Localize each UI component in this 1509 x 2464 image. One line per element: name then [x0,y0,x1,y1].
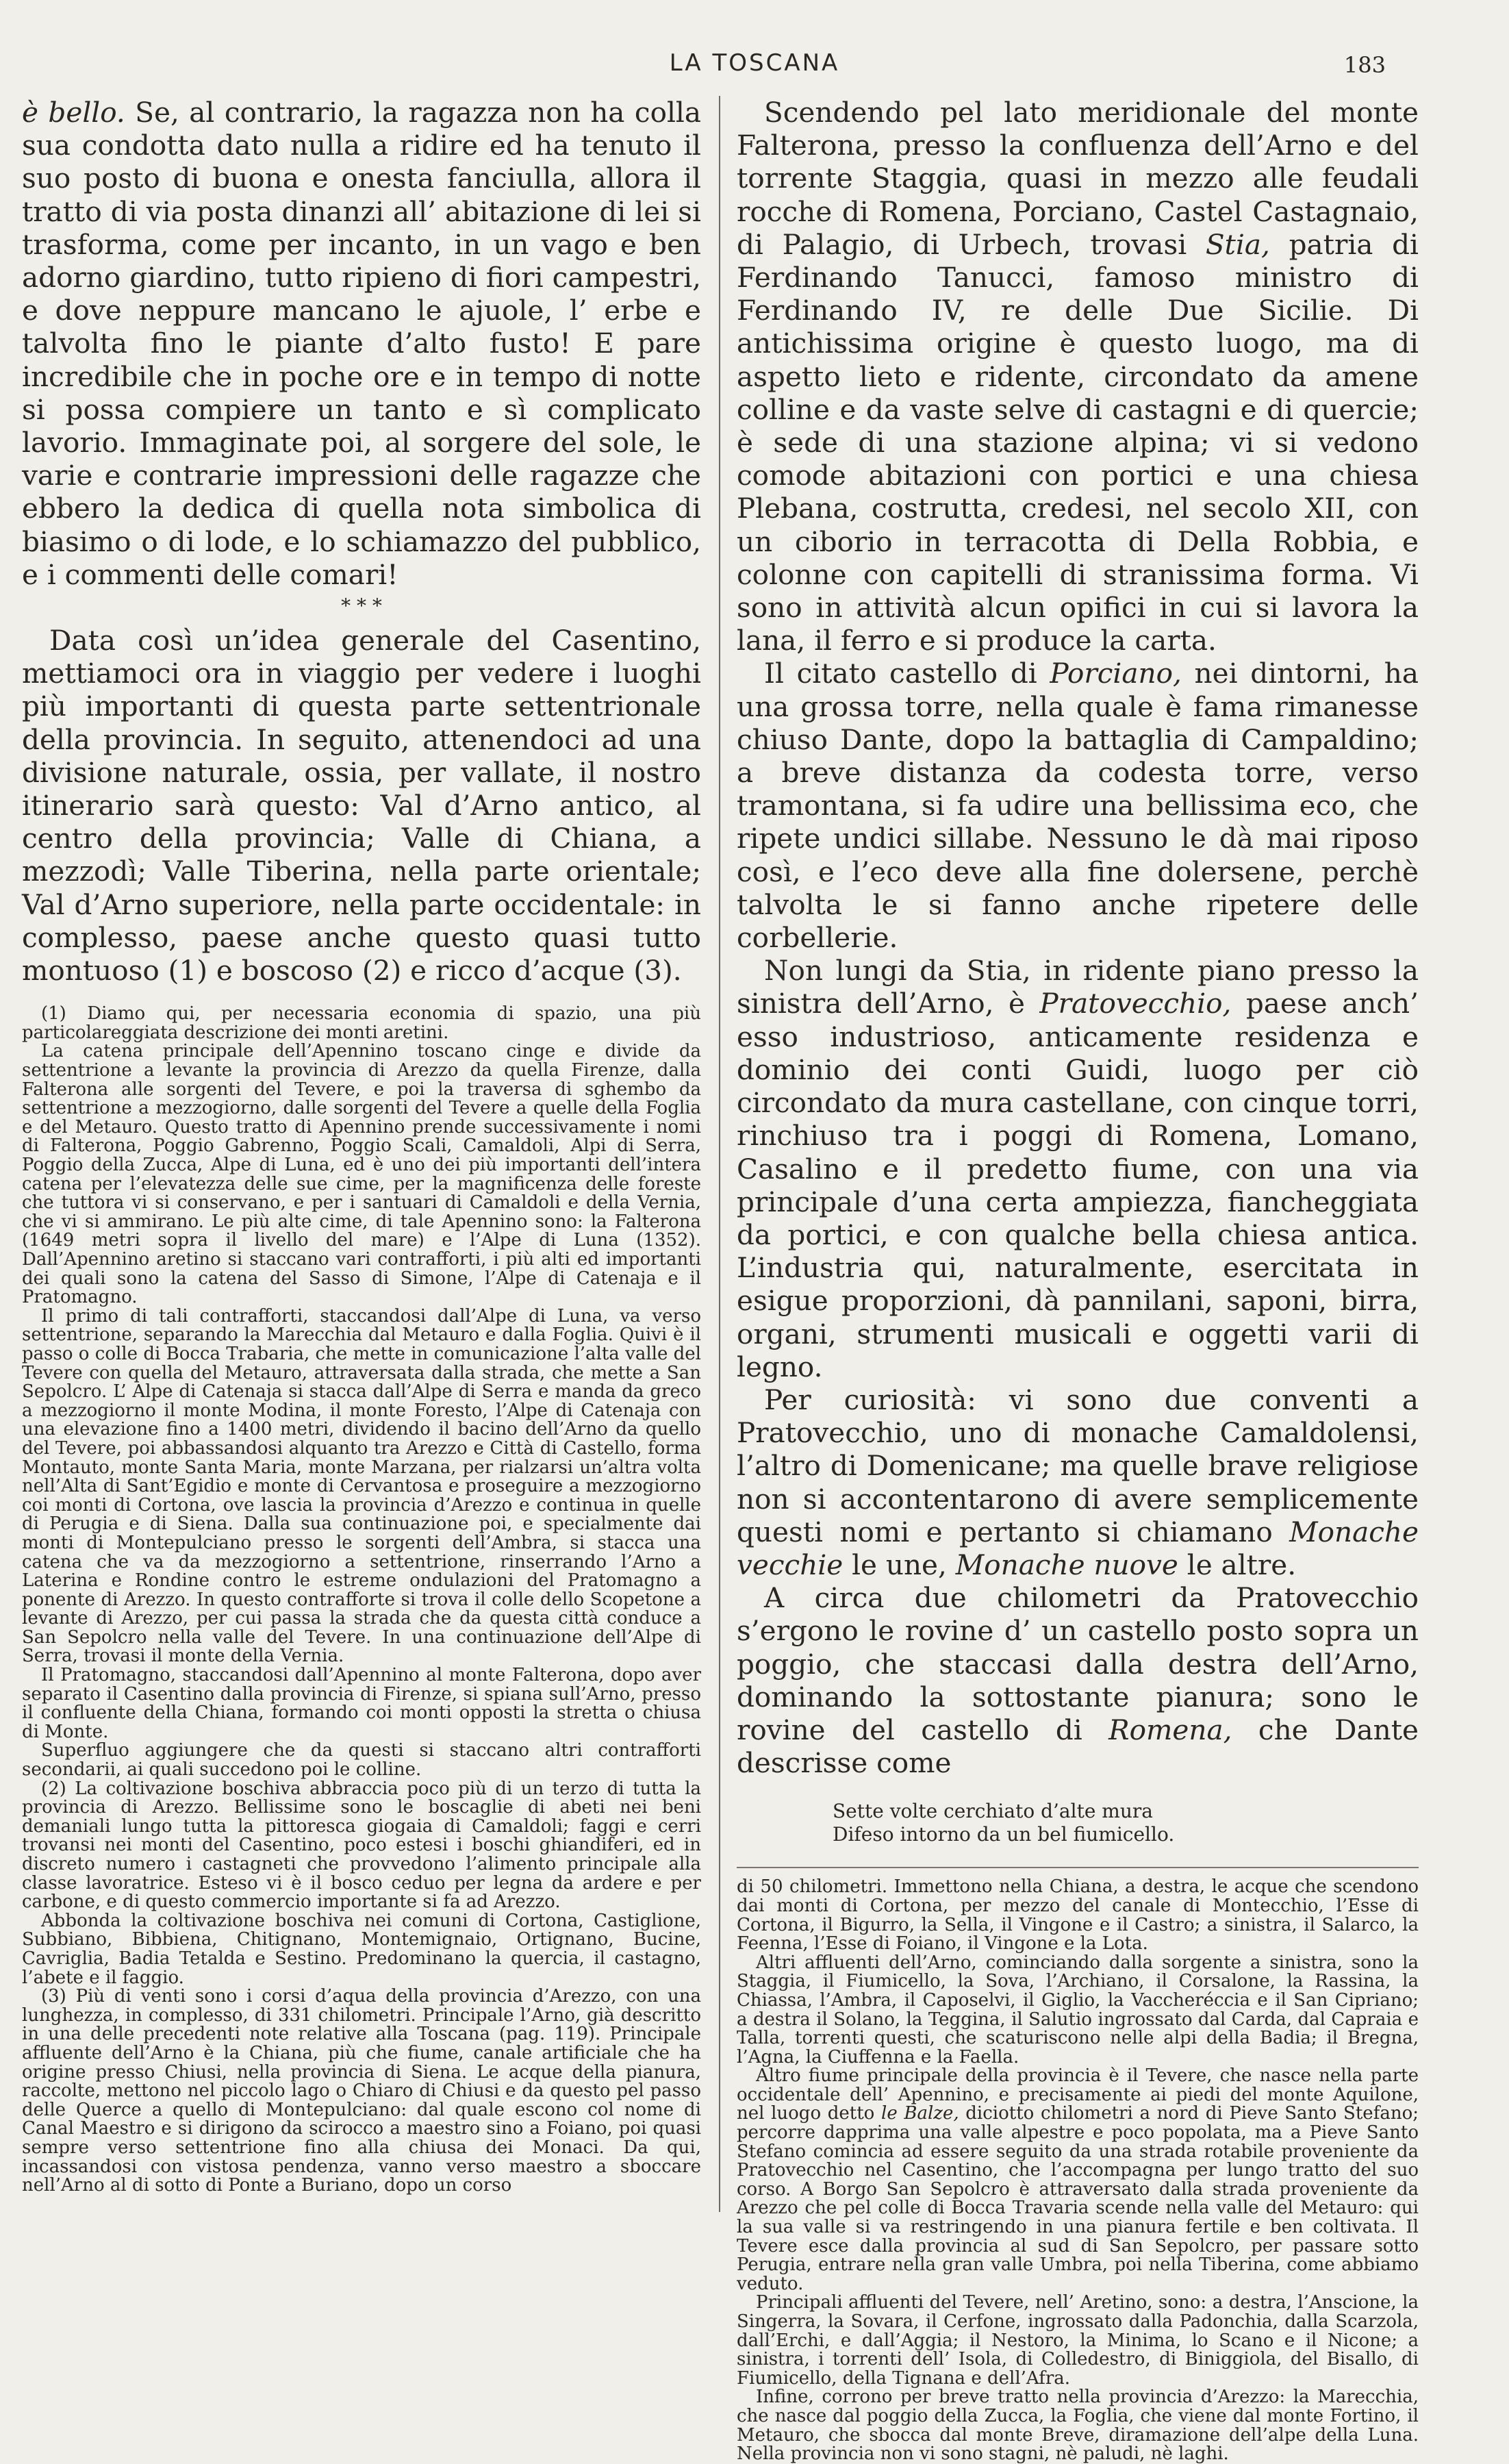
paragraph: Per curiosità: vi sono due conventi a Pratovecchio, uno di monache Camaldolensi, l’altro di Domenicane; ma quelle brave religiose non si accontentarono di avere semplicemente questi nomi e pertanto si chiamano Monache vecchie le une, Monache nuove le altre. [737,1383,1419,1581]
footnote: Altro fiume principale della provincia è il Tevere, che nasce nella parte occidentale dell’ Apennino, e precisamente ai piedi del monte Aquilone, nel luogo detto le Balze, diciotto chilometri a nord di Pieve Santo Stefano; percorre dapprima una valle alpestre e poco popolata, ma a Pieve Santo Stefano comincia ad essere seguito da una strada rotabile proveniente da Pratovecchio nel Casentino, che l’accompagna per lungo tratto del suo corso. A Borgo San Sepolcro è attraversato dalla strada proveniente da Arezzo che pel colle di Bocca Travaria scende nella valle del Metauro: qui la sua valle si va restringendo in una pianura fertile e ben coltivata. Il Tevere esce dalla provincia al sud di San Sepolcro, per passare sotto Perugia, entrare nella gran valle Umbra, poi nella Tiberina, come abbiamo veduto. [737,2065,1419,2294]
footnote: Il Pratomagno, staccandosi dall’Apennino al monte Falterona, dopo aver separato il Casentino dalla provincia di Firenze, si spiana sull’Arno, presso il confluente della Chiana, formando coi monti opposti la stretta o chiusa di Monte. [22,1665,701,1742]
paragraph: Scendendo pel lato meridionale del monte Falterona, presso la confluenza dell’Arno e del torrente Staggia, quasi in mezzo alle feudali rocche di Romena, Porciano, Castel Castagnaio, di Palagio, di Urbech, trovasi Stia, patria di Ferdinando Tanucci, famoso ministro di Ferdinando IV, re delle Due Sicilie. Di antichissima origine è questo luogo, ma di aspetto lieto e ridente, circondato da amene colline e da vaste selve di castagni e di quercie; è sede di una stazione alpina; vi si vedono comode abitazioni con portici e una chiesa Plebana, costrutta, credesi, nel secolo XII, con un ciborio in terracotta di Della Robbia, e colonne con capitelli di stranissima forma. Vi sono in attività alcun opifici in cui si lavora la lana, il ferro e si produce la carta. [737,96,1419,657]
running-header [0,49,1509,84]
footnote: di 50 chilometri. Immettono nella Chiana, a destra, le acque che scendono dai monti di Cortona, per mezzo del canale di Montecchio, l’Esse di Cortona, il Bigurro, la Sella, il Vingone e il Castro; a sinistra, il Salarco, la Feenna, l’Esse di Foiano, il Vingone e la Lota. [737,1876,1419,1954]
paragraph: A circa due chilometri da Pratovecchio s’ergono le rovine d’ un castello posto sopra un poggio, che staccasi dalla destra dell’Arno, dominando la sottostante pianura; sono le rovine del castello di Romena, che Dante descrisse come [737,1581,1419,1780]
paragraph: è bello. Se, al contrario, la ragazza non ha colla sua condotta dato nulla a ridire ed ha tenuto il suo posto di buona e onesta fanciulla, allora il tratto di via posta dinanzi all’ abitazione di lei si trasforma, come per incanto, in un vago e ben adorno giardino, tutto ripieno di fiori campestri, e dove neppure mancano le ajuole, l’ erbe e talvolta fino le piante d’alto fusto! E pare incredibile che in poche ore e in tempo di notte si possa compiere un tanto e sì complicato lavorio. Immaginate poi, al sorgere del sole, le varie e contrarie impressioni delle ragazze che ebbero la dedica di quella nota simbolica di biasimo o di lode, e lo schiamazzo del pubblico, e i commenti delle comari! [22,96,702,591]
footnote: (2) La coltivazione boschiva abbraccia poco più di un terzo di tutta la provincia di Arezzo. Bellissime sono le boscaglie di abeti nei beni demaniali lungo tutta la pittoresca giogaia di Camaldoli; faggi e cerri trovansi nei monti del Casentino, poco estesi i boschi ghiandiferi, ed in discreto numero i castagneti che provvedono l’alimento principale alla classe lavoratrice. Esteso vi è il bosco ceduo per legna da ardere e per carbone, e di questo commercio importante si fa ad Arezzo. [22,1778,701,1913]
footnote: Infine, corrono per breve tratto nella provincia d’Arezzo: la Marecchia, che nasce dal poggio della Zucca, la Foglia, che viene dal monte Fortino, il Metauro, che sbocca dal monte Breve, diramazione dell’alpe della Luna. Nella provincia non vi sono stagni, nè paludi, nè laghi. [737,2387,1419,2464]
left-column [22,96,701,2196]
footnotes-right [737,1878,1419,2463]
footnote: Il primo di tali contrafforti, staccandosi dall’Alpe di Luna, va verso settentrione, separando la Marecchia dal Metauro e dalla Foglia. Quivi è il passo o colle di Bocca Trabaria, che mette in comunicazione l’alta valle del Tevere con quella del Metauro, attraversata dalla strada, che mette a San Sepolcro. L’ Alpe di Catenaja si stacca dall’Alpe di Serra e manda da greco a mezzogiorno il monte Modina, il monte Foresto, l’Alpe di Catenaja con una elevazione fino a 1400 metri, dividendo il bacino dell’Arno da quello del Tevere, poi abbassandosi alquanto tra Arezzo e Città di Castello, forma Montauto, monte Santa Maria, monte Marzana, per rialzarsi un’altra volta nell’Alta di Sant’Egidio e monte di Cervantosa e proseguire a mezzogiorno coi monti di Cortona, ove lascia la provincia d’Arezzo e continua in quelle di Perugia e di Siena. Dalla sua continuazione poi, e specialmente dai monti di Montepulciano presso le sorgenti dell’Ambra, si stacca una catena che va da mezzogiorno a settentrione, rinserrando l’Arno a Laterina e Rondine contro le estreme ondulazioni del Pratomagno a ponente di Arezzo. In questo contrafforte si trova il colle dello Scopetone a levante di Arezzo, per cui passa la strada che da questa città conduce a San Sepolcro nella valle del Tevere. In una continuazione dell’Alpe di Serra, trovasi il monte della Vernia. [22,1305,701,1667]
page-number: 183 [1343,52,1386,78]
right-column [737,96,1419,2464]
footnote: (3) Più di venti sono i corsi d’aqua della provincia d’Arezzo, con una lunghezza, in complesso, di 331 chilometri. Principale l’Arno, già descritto in una delle precedenti note relative alla Toscana (pag. 119). Principale affluente dell’Arno è la Chiana, più che fiume, canale artificiale che ha origine presso Chiusi, nella provincia di Siena. Le acque della pianura, raccolte, mettono nel piccolo lago o Chiaro di Chiusi e da questo pel passo delle Querce a quello di Montepulciano: dal quale escono col nome di Canal Maestro e si dirigono da scirocco a maestro sino a Foiano, poi quasi sempre verso settentrione fino alla chiusa dei Monaci. Da qui, incassandosi con vistosa pendenza, vanno verso maestro a sboccare nell’Arno al di sotto di Ponte a Buriano, dopo un corso [22,1986,701,2196]
paragraph: Il citato castello di Porciano, nei dintorni, ha una grossa torre, nella quale è fama rimanesse chiuso Dante, dopo la battaglia di Campaldino; a breve distanza da codesta torre, verso tramontana, si fa udire una bellissima eco, che ripete undici sillabe. Nessuno le dà mai riposo così, e l’eco deve alla fine dolersene, perchè talvolta le si fanno anche ripetere delle corbellerie. [737,657,1419,955]
verse-quote: Sette volte cerchiato d’alte mura Difeso intorno da un bel fiumicello. [833,1800,1175,1846]
page-title: LA TOSCANA [669,49,840,77]
paragraph: Non lungi da Stia, in ridente piano presso la sinistra dell’Arno, è Pratovecchio, paese anch’ esso industrioso, anticamente residenza e dominio dei conti Guidi, luogo per ciò circondato da mura castellane, con cinque torri, rinchiuso tra i poggi di Romena, Lomano, Casalino e il predetto fiume, con una via principale d’una certa ampiezza, fiancheggiata da portici, e con qualche bella chiesa antica. L’industria qui, naturalmente, esercitata in esigue proporzioni, dà pannilani, saponi, birra, organi, strumenti musicali e oggetti varii di legno. [737,954,1419,1383]
footnote: Altri affluenti dell’Arno, cominciando dalla sorgente a sinistra, sono la Staggia, il Fiumicello, la Sova, l’Archiano, il Corsalone, la Rassina, la Chiassa, l’Ambra, il Caposelvi, il Giglio, la Vaccheréccia e il San Cipriano; a destra il Solano, la Teggina, il Salutio ingrossato dal Carda, dal Capraia e Talla, torrenti questi, che scaturiscono nelle alpi della Badia; il Bregna, l’Agna, la Ciuffenna e la Faella. [737,1952,1419,2067]
paragraph: Data così un’idea generale del Casentino, mettiamoci ora in viaggio per vedere i luoghi più importanti di questa parte settentrionale della provincia. In seguito, attenendoci ad una divisione naturale, ossia, per vallate, il nostro itinerario sarà questo: Val d’Arno antico, al centro della provincia; Valle di Chiana, a mezzodì; Valle Tiberina, nella parte orientale; Val d’Arno superiore, nella parte occidentale: in complesso, paese anche questo quasi tutto montuoso (1) e boscoso (2) e ricco d’acque (3). [22,624,701,988]
footnotes-left [22,1005,701,2195]
footnote: Superfluo aggiungere che da questi si staccano altri contrafforti secondarii, ai quali succedono poi le colline. [22,1740,701,1781]
footnote: Abbonda la coltivazione boschiva nei comuni di Cortona, Castiglione, Subbiano, Bibbiena, Chitignano, Montemignaio, Ortignano, Bucine, Cavriglia, Badia Tetalda e Sestino. Predominano la quercia, il castagno, l’abete e il faggio. [22,1910,701,1988]
section-separator: * * * [341,594,382,618]
footnote: Principali affluenti del Tevere, nell’ Aretino, sono: a destra, l’Anscione, la Singerra, la Sovara, il Cerfone, ingrossato dalla Padonchia, dalla Scarzola, dall’Erchi, e dall’Aggia; il Nestoro, la Minima, lo Scano e il Nicone; a sinistra, i torrenti dell’ Isola, di Colledestro, di Biniggiola, del Bisallo, di Fiumicello, della Tignana e dell’Afra. [737,2292,1419,2389]
column-divider [719,96,720,2212]
footnote: La catena principale dell’Apennino toscano cinge e divide da settentrione a levante la provincia di Arezzo da quella Firenze, dalla Falterona alle sorgenti del Tevere, e poi la traversa di sghembo da settentrione a mezzogiorno, dalle sorgenti del Tevere a quelle della Foglia e del Metauro. Questo tratto di Apennino prende successivamente i nomi di Falterona, Poggio Gabrenno, Poggio Scali, Camaldoli, Alpi di Serra, Poggio della Zucca, Alpe di Luna, ed è uno dei più importanti dell’intera catena per l’elevatezza delle sue cime, per la magnificenza delle foreste che tuttora vi si conservano, e per i santuari di Camaldoli e della Vernia, che vi si ammirano. Le più alte cime, di tale Apennino sono: la Falterona (1649 metri sopra il livello del mare) e l’Alpe di Luna (1352). Dall’Apennino aretino si staccano vari contrafforti, i più alti ed importanti dei quali sono la catena del Sasso di Simone, l’Alpe di Catenaja e il Pratomagno. [22,1041,701,1308]
footnote: (1) Diamo qui, per necessaria economia di spazio, una più particolareggiata descrizione dei monti aretini. [22,1003,701,1043]
footnote-rule [737,1867,1419,1868]
